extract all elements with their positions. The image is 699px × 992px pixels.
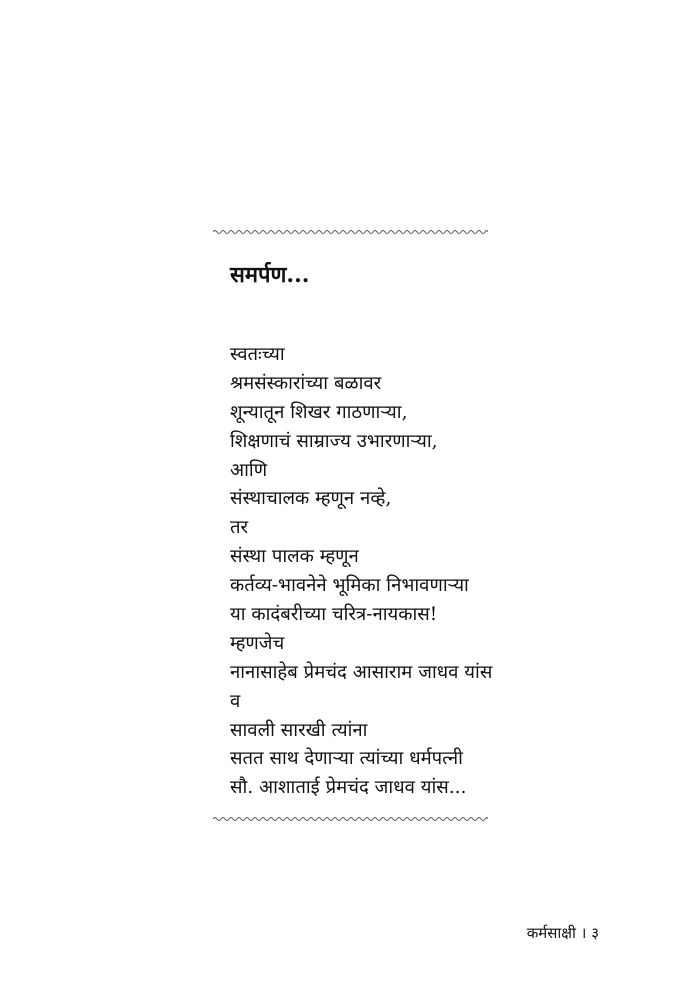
poem-line: या कादंबरीच्या चरित्र-नायकास! (230, 604, 438, 626)
poem-line: शून्यातून शिखर गाठणाऱ्या, (230, 401, 408, 423)
poem-line: नानासाहेब प्रेमचंद आसाराम जाधव यांस (230, 661, 493, 683)
poem-line: स्वतःच्या (230, 344, 285, 365)
page-title: समर्पण... (230, 262, 310, 288)
dedication-poem (230, 341, 530, 803)
poem-line: सौ. आशाताई प्रेमचंद जाधव यांस... (230, 777, 467, 799)
poem-line: सतत साथ देणाऱ्या त्यांच्या धर्मपत्नी (230, 748, 463, 770)
footer-page-number: ३ (591, 924, 599, 942)
poem-line: शिक्षणाचं साम्राज्य उभारणाऱ्या, (230, 430, 438, 452)
poem-line: सावली सारखी त्यांना (230, 719, 368, 741)
poem-line: व (230, 690, 241, 712)
footer-book-title: कर्मसाक्षी (526, 924, 576, 942)
poem-line: संस्थाचालक म्हणून नव्हे, (230, 488, 392, 510)
footer-separator: । (580, 924, 587, 942)
page-footer (527, 922, 599, 944)
bottom-wavy-rule (213, 815, 488, 823)
poem-line: संस्था पालक म्हणून (230, 546, 359, 568)
poem-line: म्हणजेच (230, 632, 285, 654)
poem-line: कर्तव्य-भावनेने भूमिका निभावणाऱ्या (230, 575, 469, 597)
poem-line: श्रमसंस्कारांच्या बळावर (230, 372, 382, 394)
poem-line: आणि (230, 459, 268, 481)
top-wavy-rule (213, 228, 488, 236)
poem-line: तर (230, 517, 249, 539)
